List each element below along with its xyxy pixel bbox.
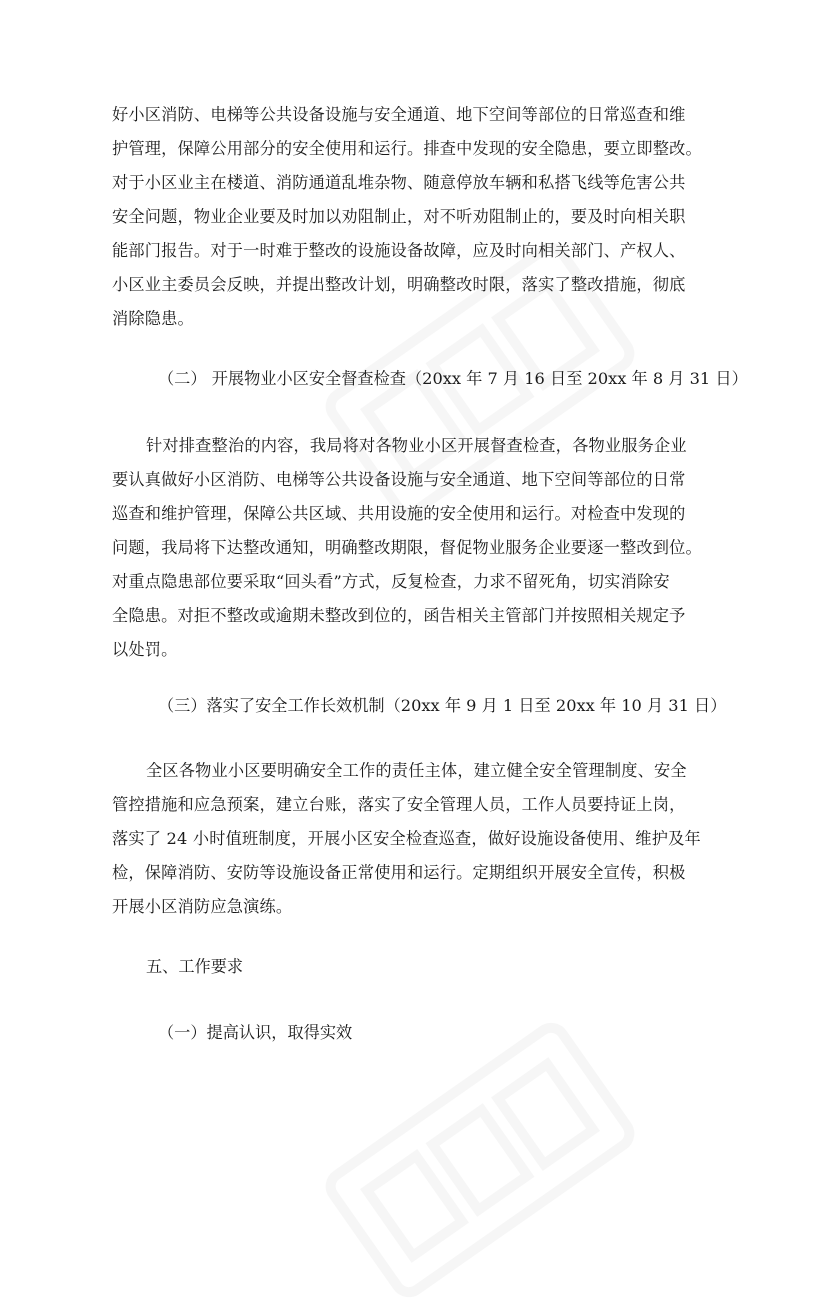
text-line: 全区各物业小区要明确安全工作的责任主体，建立健全安全管理制度、安全 [146,761,687,780]
text-line: 全隐患。对拒不整改或逾期未整改到位的，函告相关主管部门并按照相关规定予 [112,606,686,625]
text-line: 安全问题，物业企业要及时加以劝阻制止，对不听劝阻制止的，要及时向相关职 [112,207,686,226]
paragraph-facility-inspection [112,98,724,336]
text-line: 小区业主委员会反映，并提出整改计划，明确整改时限，落实了整改措施，彻底 [112,275,686,294]
text-line: 落实了 24 小时值班制度，开展小区安全检查巡查，做好设施设备使用、维护及年 [112,829,701,848]
section-heading-3: （三）落实了安全工作长效机制（20xx 年 9 月 1 日至 20xx 年 10 月 31 日） [158,696,727,715]
paragraph-long-term-mechanism [112,754,724,924]
text-line: 对于小区业主在楼道、消防通道乱堆杂物、随意停放车辆和私搭飞线等危害公共 [112,173,686,192]
text-line: 巡查和维护管理，保障公共区域、共用设施的安全使用和运行。对检查中发现的 [112,504,686,523]
text-line: 检，保障消防、安防等设施设备正常使用和运行。定期组织开展安全宣传，积极 [112,863,686,882]
text-line: 要认真做好小区消防、电梯等公共设备设施与安全通道、地下空间等部位的日常 [112,470,686,489]
text-line: 开展小区消防应急演练。 [112,897,293,916]
text-line: 能部门报告。对于一时难于整改的设施设备故障，应及时向相关部门、产权人、 [112,241,686,260]
text-line: 针对排查整治的内容，我局将对各物业小区开展督查检查，各物业服务企业 [146,436,687,455]
text-line: 管控措施和应急预案，建立台账，落实了安全管理人员，工作人员要持证上岗， [112,795,686,814]
subsection-heading-1: （一）提高认识，取得实效 [158,1023,353,1042]
text-line: 护管理，保障公用部分的安全使用和运行。排查中发现的安全隐患，要立即整改。 [112,139,702,158]
watermark-logo-bottom [311,1008,649,1311]
paragraph-supervision-inspection [112,429,724,667]
text-line: 好小区消防、电梯等公共设备设施与安全通道、地下空间等部位的日常巡查和维 [112,105,686,124]
text-line: 以处罚。 [112,640,178,659]
part-heading-5: 五、工作要求 [146,957,244,976]
text-line: 消除隐患。 [112,309,194,328]
section-heading-2: （二） 开展物业小区安全督查检查（20xx 年 7 月 16 日至 20xx 年 8 月 31 日） [158,369,748,388]
text-line: 问题，我局将下达整改通知，明确整改期限，督促物业服务企业要逐一整改到位。 [112,538,702,557]
text-line: 对重点隐患部位要采取“回头看”方式，反复检查，力求不留死角，切实消除安 [112,572,670,591]
